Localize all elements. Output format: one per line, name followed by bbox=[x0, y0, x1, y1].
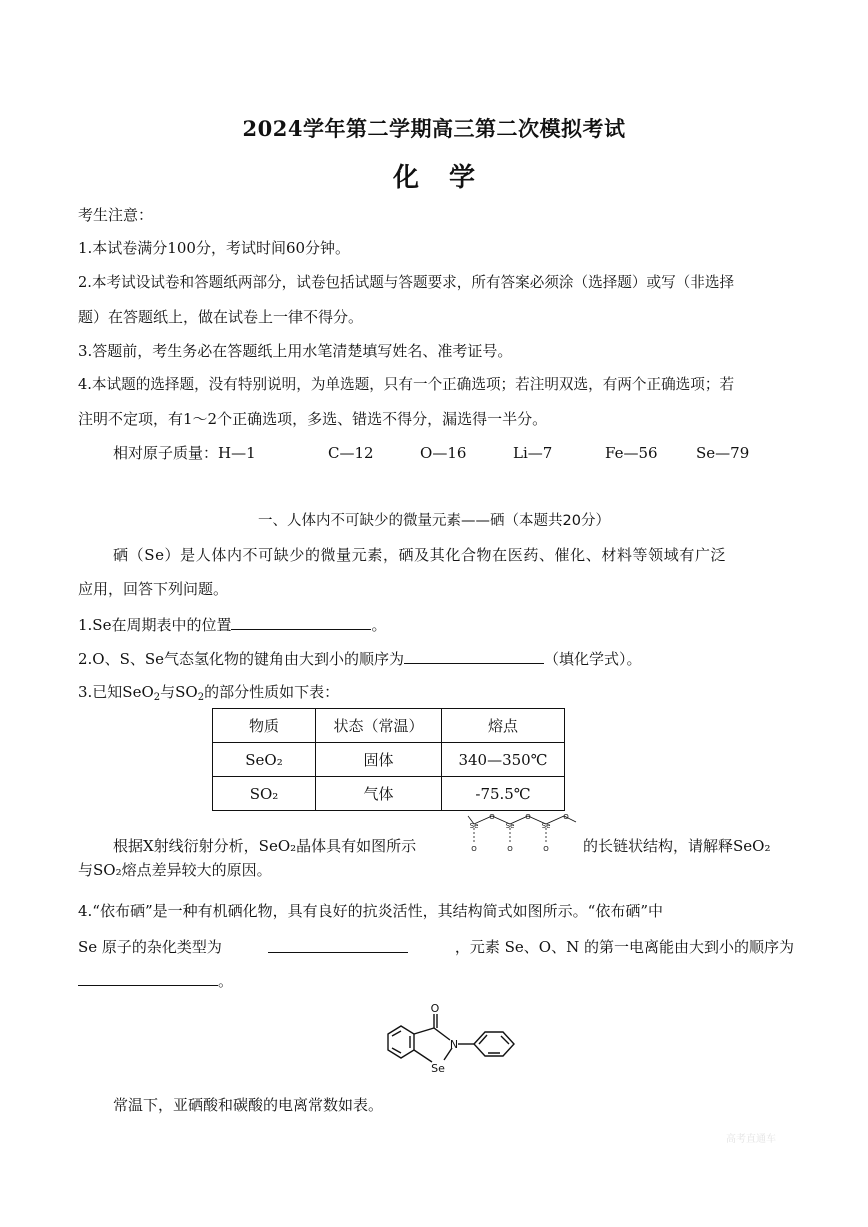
ebselen-structure bbox=[378, 1002, 523, 1082]
table-cell: 340—350℃ bbox=[442, 743, 565, 777]
table-header-cell: 状态（常温） bbox=[316, 709, 442, 743]
exam-title: 2024学年第二学期高三第二次模拟考试 bbox=[242, 116, 626, 141]
molecule-n-label: N bbox=[449, 1038, 459, 1051]
table-cell: SeO₂ bbox=[213, 743, 316, 777]
question-3: 3.已知SeO$_2$与$SO_2$的部分性质如下表： bbox=[78, 683, 340, 703]
question-4-ionization-blank[interactable] bbox=[78, 970, 218, 986]
chain-o-label: O bbox=[489, 813, 495, 821]
section-1-intro-line-1: 硒（Se）是人体内不可缺少的微量元素，硒及其化合物在医药、催化、材料等领域有广泛 bbox=[113, 546, 727, 564]
question-2 bbox=[78, 648, 794, 669]
question-4-end: 。 bbox=[218, 972, 234, 990]
question-1-end: 。 bbox=[371, 616, 387, 634]
question-1-text: 1.Se在周期表中的位置 bbox=[78, 616, 232, 634]
notice-item-2-line-2: 题）在答题纸上，做在试卷上一律不得分。 bbox=[78, 308, 364, 326]
question-4-line-1: 4.“依布硒”是一种有机硒化物，具有良好的抗炎活性，其结构简式如图所示。“依布硒”中 bbox=[78, 902, 663, 920]
table-row bbox=[213, 777, 565, 811]
atomic-mass-h: H—1 bbox=[218, 444, 256, 462]
chain-o-label: O bbox=[563, 813, 569, 821]
notice-item-4-line-2: 注明不定项，有1～2个正确选项，多选、错选不得分，漏选得一半分。 bbox=[78, 410, 548, 428]
table-header-row bbox=[213, 709, 565, 743]
ionization-constants-text: 常温下，亚硒酸和碳酸的电离常数如表。 bbox=[113, 1096, 384, 1114]
question-4-text-b: ，元素 Se、O、N 的第一电离能由大到小的顺序为 bbox=[454, 938, 794, 956]
chain-se-label: Se bbox=[469, 822, 479, 830]
question-2-end: （填化学式）。 bbox=[544, 650, 642, 668]
atomic-mass-c: C—12 bbox=[328, 444, 374, 462]
table-cell: 气体 bbox=[316, 777, 442, 811]
section-1-heading: 一、人体内不可缺少的微量元素——硒（本题共20分） bbox=[258, 513, 610, 529]
atomic-mass-o: O—16 bbox=[420, 444, 467, 462]
table-header-cell: 熔点 bbox=[442, 709, 565, 743]
atomic-mass-row bbox=[113, 443, 794, 463]
chain-bonds bbox=[468, 816, 576, 844]
question-4-hybridization-blank[interactable] bbox=[268, 937, 408, 953]
table-header-cell: 物质 bbox=[213, 709, 316, 743]
question-4-text-a: Se 原子的杂化类型为 bbox=[78, 938, 222, 956]
question-1 bbox=[78, 614, 794, 635]
subject-title: 化学 bbox=[392, 163, 505, 193]
question-2-answer-blank[interactable] bbox=[404, 648, 544, 664]
molecule-o-label: O bbox=[430, 1002, 440, 1015]
question-3-text-c: 的部分性质如下表： bbox=[204, 683, 340, 701]
question-4-line-2 bbox=[78, 937, 794, 957]
atomic-mass-label: 相对原子质量： bbox=[113, 444, 219, 462]
property-table bbox=[212, 708, 565, 811]
chain-o-label: O bbox=[471, 845, 477, 853]
table-row bbox=[213, 743, 565, 777]
question-4-line-3 bbox=[78, 970, 794, 991]
question-3-description-line-2: 与SO₂熔点差异较大的原因。 bbox=[78, 861, 272, 879]
table-cell: 固体 bbox=[316, 743, 442, 777]
section-1-intro-line-2: 应用，回答下列问题。 bbox=[78, 580, 229, 598]
notice-heading: 考生注意： bbox=[78, 206, 154, 224]
seo2-chain-structure bbox=[462, 812, 582, 854]
question-3-description-a: 根据X射线衍射分析，SeO₂晶体具有如图所示 bbox=[113, 837, 417, 855]
notice-item-1: 1.本试卷满分100分，考试时间60分钟。 bbox=[78, 239, 351, 257]
chain-o-label: O bbox=[543, 845, 549, 853]
question-2-text: 2.O、S、Se气态氢化物的键角由大到小的顺序为 bbox=[78, 650, 405, 668]
chain-se-label: Se bbox=[505, 822, 515, 830]
atomic-mass-se: Se—79 bbox=[696, 444, 750, 462]
question-1-answer-blank[interactable] bbox=[231, 614, 371, 630]
chain-o-label: O bbox=[525, 813, 531, 821]
notice-item-4-line-1: 4.本试题的选择题，没有特别说明，为单选题，只有一个正确选项；若注明双选，有两个正确选项；若 bbox=[78, 376, 735, 393]
table-cell: SO₂ bbox=[213, 777, 316, 811]
atomic-mass-fe: Fe—56 bbox=[605, 444, 658, 462]
question-3-description-b: 的长链状结构，请解释SeO₂ bbox=[583, 837, 771, 855]
molecule-se-label: Se bbox=[431, 1062, 445, 1075]
atomic-mass-li: Li—7 bbox=[513, 444, 553, 462]
notice-item-3: 3.答题前，考生务必在答题纸上用水笔清楚填写姓名、准考证号。 bbox=[78, 342, 513, 360]
chain-se-label: Se bbox=[541, 822, 551, 830]
watermark: 高考直通车 bbox=[726, 1134, 776, 1145]
notice-item-2-line-1: 2.本考试设试卷和答题纸两部分，试卷包括试题与答题要求，所有答案必须涂（选择题）或写（非选择 bbox=[78, 274, 735, 291]
chain-o-label: O bbox=[507, 845, 513, 853]
question-3-text-b: 与SO bbox=[160, 683, 198, 701]
table-cell: -75.5℃ bbox=[442, 777, 565, 811]
question-3-text-a: 3.已知SeO bbox=[78, 683, 154, 701]
